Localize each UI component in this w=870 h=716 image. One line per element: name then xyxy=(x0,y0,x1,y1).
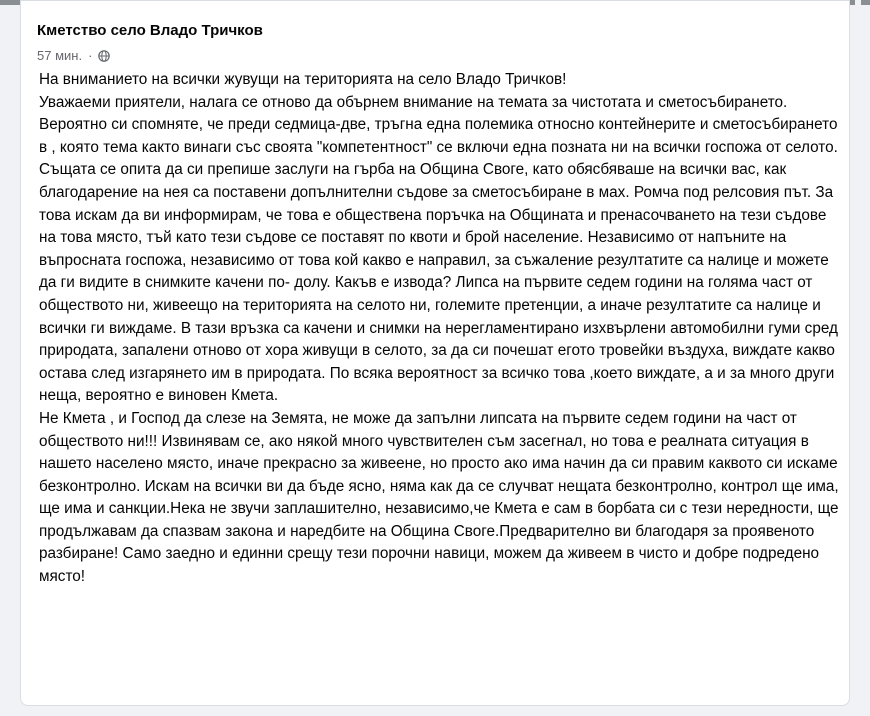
post-header xyxy=(37,21,263,65)
post-card xyxy=(20,0,850,706)
meta-separator: · xyxy=(88,48,93,63)
post-meta xyxy=(37,47,263,65)
post-body: На вниманието на всички жувущи на територията на село Владо Тричков! Уважаеми приятели, налага се отново да обърнем внимание на темата за чистотата и сметосъбирането. Вероятно си спомняте, че преди седмица-две, тръгна една полемика относно контейнерите и сметосъбирането в , която тема както винаги със своята "компетентност" се включи една позната ни на всички госпожа от селото. Същата се опита да си препише заслуги на гърба на Община Своге, като обясбяваше на всички вас, как благодарение на нея са поставени допълнителни съдове за сметосъбиране в мах. Ромча под релсовия път. За това искам да ви информирам, че това е обществена поръчка на Общината и пренасочването на тези съдове на това място, тъй като тези съдове се поставят по квоти и брой население. Независимо от напъните на въпросната госпожа, независимо от това кой какво е направил, за съжаление резултатите са налице и можете да ги видите в снимките качени по- долу. Какъв е извода? Липса на първите седем години на голяма част от обществото ни, живеещо на територията на селото ни, големите претенции, а иначе резултатите са налице и всички ги виждаме. В тази връзка са качени и снимки на нерегламентирано изхвърлени автомобилни гуми сред природата, запалени отново от хора живущи в селото, за да си почешат егото тровейки въздуха, виждате какво остава след изгарянето им в природата. По всяка вероятност за всичко това ,което виждате, а и за много други неща, вероятно е виновен Кмета. Не Кмета , и Господ да слезе на Земята, не може да запълни липсата на първите седем години на част от обществото ни!!! Извинявам се, ако някой много чувствителен съм засегнал, но това е реалната ситуация в нашето населено място, иначе прекрасно за живеене, но просто ако има начин да си правим каквото си искаме безконтролно. Искам на всички ви да бъде ясно, няма как да се случват нещата безконтролно, контрол ще има, ще има и санкции.Нека не звучи заплашително, независимо,че Кмета е сам в борбата си с тези нередности, ще продължавам да спазвам закона и наредбите на Община Своге.Предварително ви благодаря за проявеното разбиране! Само заедно и единни срещу тези порочни навици, можем да живеем в чисто и добре подредено място! xyxy=(39,71,839,586)
post-author[interactable]: Кметство село Владо Тричков xyxy=(37,22,263,39)
post-timestamp[interactable]: 57 мин. xyxy=(37,48,83,63)
globe-icon[interactable] xyxy=(98,50,110,62)
